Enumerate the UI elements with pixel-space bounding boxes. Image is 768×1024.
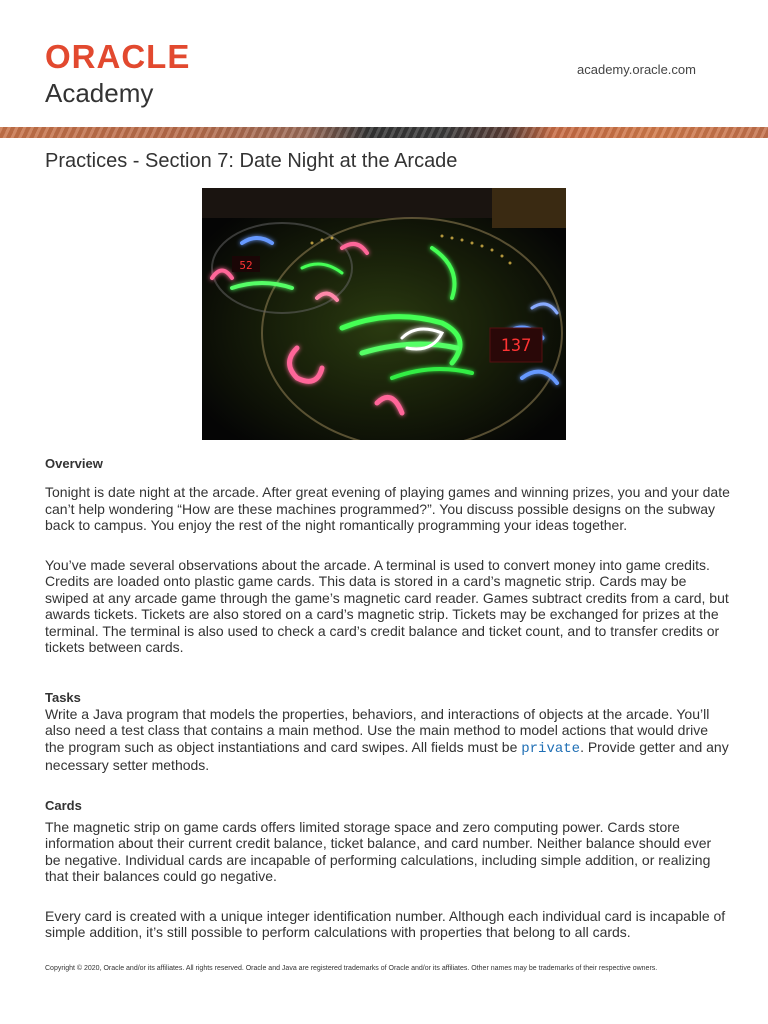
page-title: Practices - Section 7: Date Night at the Arcade	[45, 150, 458, 172]
overview-paragraph-1: Tonight is date night at the arcade. After great evening of playing games and winning prizes, you and your date can’t help wondering “How are these machines programmed?”. You discuss possible designs on the subway back to campus. You enjoy the rest of the night romantically programming your ideas together.	[45, 484, 730, 533]
overview-paragraph-2: You’ve made several observations about the arcade. A terminal is used to convert money into game credits. Credits are loaded onto plastic game cards. This data is stored in a card’s magnetic strip. Cards may be swiped at any arcade game through the game’s magnetic card reader. Games subtract credits from a card, but awards tickets. Tickets are also stored on a card’s magnetic strip. Tickets may be exchanged for prizes at the terminal. The terminal is also used to check a card’s credit balance and ticket count, and to transfer credits or tickets between cards.	[45, 556, 729, 655]
logo-oracle-text: ORACLE	[45, 38, 191, 75]
cards-paragraph-2: Every card is created with a unique integer identification number. Although each individual card is incapable of simple addition, it’s still possible to perform calculations with properties that belong to all cards.	[45, 907, 726, 940]
score-display-right: 137	[500, 336, 532, 356]
score-display-left: 52	[239, 259, 253, 272]
overview-heading: Overview	[45, 456, 103, 471]
cards-heading: Cards	[45, 797, 82, 813]
header-banner-texture	[0, 127, 768, 138]
document-body	[45, 455, 730, 941]
arcade-neon-illustration	[202, 188, 566, 440]
arcade-neon-photo	[202, 188, 566, 440]
tasks-text-before: Write a Java program that models the properties, behaviors, and interactions of objects at the arcade. You’ll also need a test class that contains a main method. Use the main method to model actions that would drive the program such as object instantiations and card swipes. All fields must be	[45, 705, 710, 755]
copyright-footer: Copyright © 2020, Oracle and/or its affiliates. All rights reserved. Oracle and Java are registered trademarks of Oracle and/or its affiliates. Other names may be trademarks of their respective owners.	[45, 965, 658, 972]
tasks-heading: Tasks	[45, 689, 81, 705]
tasks-paragraph	[45, 706, 730, 774]
logo-academy-text: Academy	[45, 78, 154, 108]
private-keyword: private	[521, 740, 581, 757]
site-url: academy.oracle.com	[577, 62, 696, 77]
tasks-text-after: . Provide getter and any necessary setter methods.	[45, 738, 729, 773]
cards-paragraph-1: The magnetic strip on game cards offers limited storage space and zero computing power. Cards store information about their current credit balance, ticket balance, and card number. Neither balance should ever be negative. Individual cards are incapable of performing calculations, including simple addition, or realizing that their balances could go negative.	[45, 818, 712, 884]
